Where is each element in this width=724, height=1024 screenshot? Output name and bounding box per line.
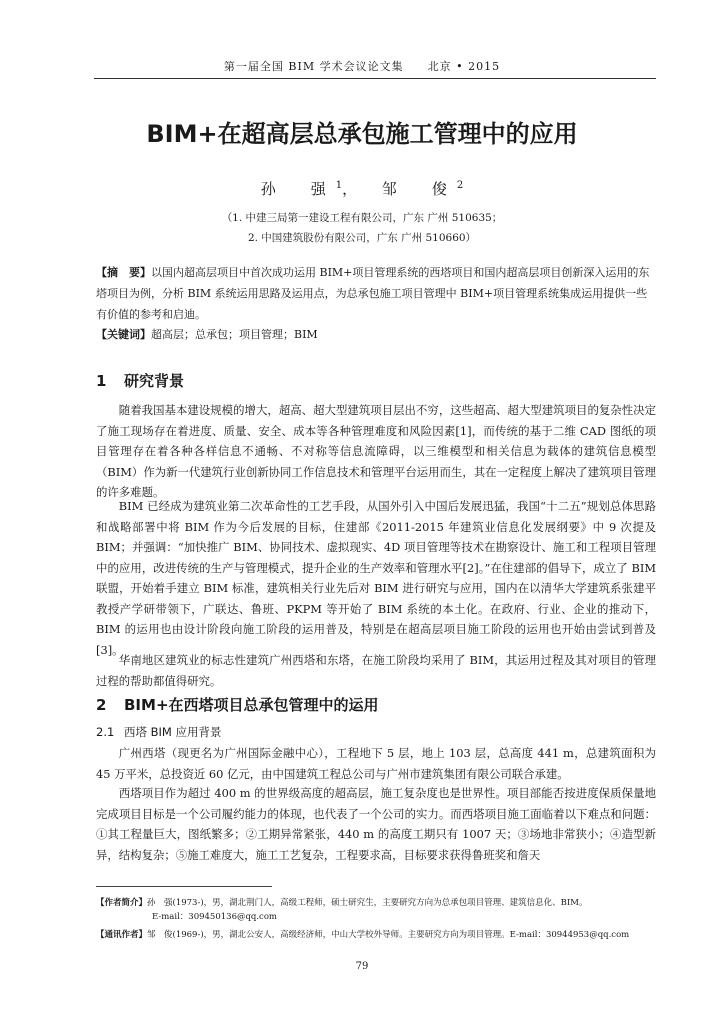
footnote-label: 【作者简介】 xyxy=(96,898,148,908)
keywords xyxy=(96,324,656,345)
keywords-label: 【关键词】 xyxy=(96,328,151,341)
author-line xyxy=(0,178,724,199)
paragraph: 随着我国基本建设规模的增大，超高、超大型建筑项目层出不穷，这些超高、超大型建筑项目的复杂性决定了施工现场存在着进度、质量、安全、成本等各种管理难度和风险因素[1]，而传统的基于二维 CAD 图纸的项目管理存在着各种各样信息不通畅、不对称等信息流障碍，以三维模型和相关信息为载体的建筑信息模型（BIM）作为新一代建筑行业创新协同工作信息技术和管理平台运用而生，其在一定程度上解决了建筑项目管理的许多难题。 xyxy=(96,403,656,499)
paper-title: BIM+在超高层总承包施工管理中的应用 xyxy=(146,120,578,148)
section-title: 研究背景 xyxy=(124,372,185,390)
abstract-label: 【摘 要】 xyxy=(96,266,151,279)
paragraph: 广州西塔（现更名为广州国际金融中心），工程地下 5 层，地上 103 层，总高度 441 m，总建筑面积为 45 万平米，总投资近 60 亿元，由中国建筑工程总公司与广州市建筑集团有限公司联合承建。 xyxy=(96,746,656,781)
section-title: BIM+在西塔项目总承包管理中的运用 xyxy=(124,696,379,714)
author-mark: 1 xyxy=(335,180,343,191)
footnote-email: E-mail：309450136@qq.com xyxy=(152,912,277,922)
subsection-title: 西塔 BIM 应用背景 xyxy=(124,725,222,739)
author-mark: 2 xyxy=(456,180,464,191)
subsection-number: 2.1 xyxy=(96,725,115,739)
footnote-corresponding xyxy=(96,928,656,942)
author-name: 邹 俊 xyxy=(381,180,457,198)
footnote-rule xyxy=(96,886,272,887)
author-separator: ， xyxy=(342,180,368,198)
section-number: 1 xyxy=(96,372,107,390)
page-number: 79 xyxy=(355,961,369,972)
author-name: 孙 强 xyxy=(260,180,336,198)
header-rule xyxy=(94,78,656,79)
paragraph: 华南地区建筑业的标志性建筑广州西塔和东塔，在施工阶段均采用了 BIM，其运用过程及其对项目的管理过程的帮助都值得研究。 xyxy=(96,653,656,688)
affiliation-line: 2. 中国建筑股份有限公司，广东 广州 510660） xyxy=(247,232,477,244)
abstract xyxy=(96,262,656,325)
footnote-text: 孙 强(1973-)，男，湖北荆门人，高级工程师，硕士研究生，主要研究方向为总承包项目管理、建筑信息化、BIM。 xyxy=(147,898,588,908)
paragraph: 西塔项目作为超过 400 m 的世界级高度的超高层，施工复杂度也是世界性。项目部能否按进度保质保量地完成项目目标是一个公司履约能力的体现，也代表了一个公司的实力。而西塔项目施工面临着以下难点和问题：①其工程量巨大，图纸繁多；②工期异常紧张，440 m 的高度工期只有 1007 天；③场地非常狭小；④造型新异，结构复杂；⑤施工难度大，施工工艺复杂，工程要求高，目标要求获得鲁班奖和詹天 xyxy=(96,786,656,862)
running-header: 第一届全国 BIM 学术会议论文集 北京 • 2015 xyxy=(223,60,501,73)
section-heading xyxy=(96,370,656,391)
section-number: 2 xyxy=(96,696,107,714)
affiliation-line: （1. 中建三局第一建设工程有限公司，广东 广州 510635； xyxy=(221,212,503,224)
abstract-text: 以国内超高层项目中首次成功运用 BIM+项目管理系统的西塔项目和国内超高层项目创新深入运用的东塔项目为例，分析 BIM 系统运用思路及运用点，为总承包施工项目管理中 BIM+项目管理系统集成运用提供一些有价值的参考和启迪。 xyxy=(96,266,650,321)
footnote-text: 邹 俊(1969-)，男，湖北公安人，高级经济师，中山大学校外导师。主要研究方向为项目管理。E-mail：30944953@qq.com xyxy=(147,930,630,940)
footnote-label: 【通讯作者】 xyxy=(96,930,148,940)
subsection-heading xyxy=(96,724,656,740)
paragraph: BIM 已经成为建筑业第二次革命性的工艺手段，从国外引入中国后发展迅猛，我国“十二五”规划总体思路和战略部署中将 BIM 作为今后发展的目标，住建部《2011-2015 年建筑业信息化发展纲要》中 9 次提及 BIM；并强调：“加快推广 BIM、协同技术、虚拟现实、4D 项目管理等技术在勘察设计、施工和工程项目管理中的应用，改进传统的生产与管理模式，提升企业的生产效率和管理水平[2]。”在住建部的倡导下，成立了 BIM 联盟，开始着手建立 BIM 标准，建筑相关行业先后对 BIM 进行研究与应用，国内在以清华大学建筑系张建平教授产学研带领下，广联达、鲁班、PKPM 等开始了 BIM 系统的本土化。在政府、行业、企业的推动下，BIM 的运用也由设计阶段向施工阶段的运用普及，特别是在超高层项目施工阶段的运用也开始由尝试到普及[3]。 xyxy=(96,499,656,657)
footnote-author xyxy=(96,896,656,924)
keywords-text: 超高层；总承包；项目管理；BIM xyxy=(151,328,318,341)
section-heading xyxy=(96,694,656,715)
